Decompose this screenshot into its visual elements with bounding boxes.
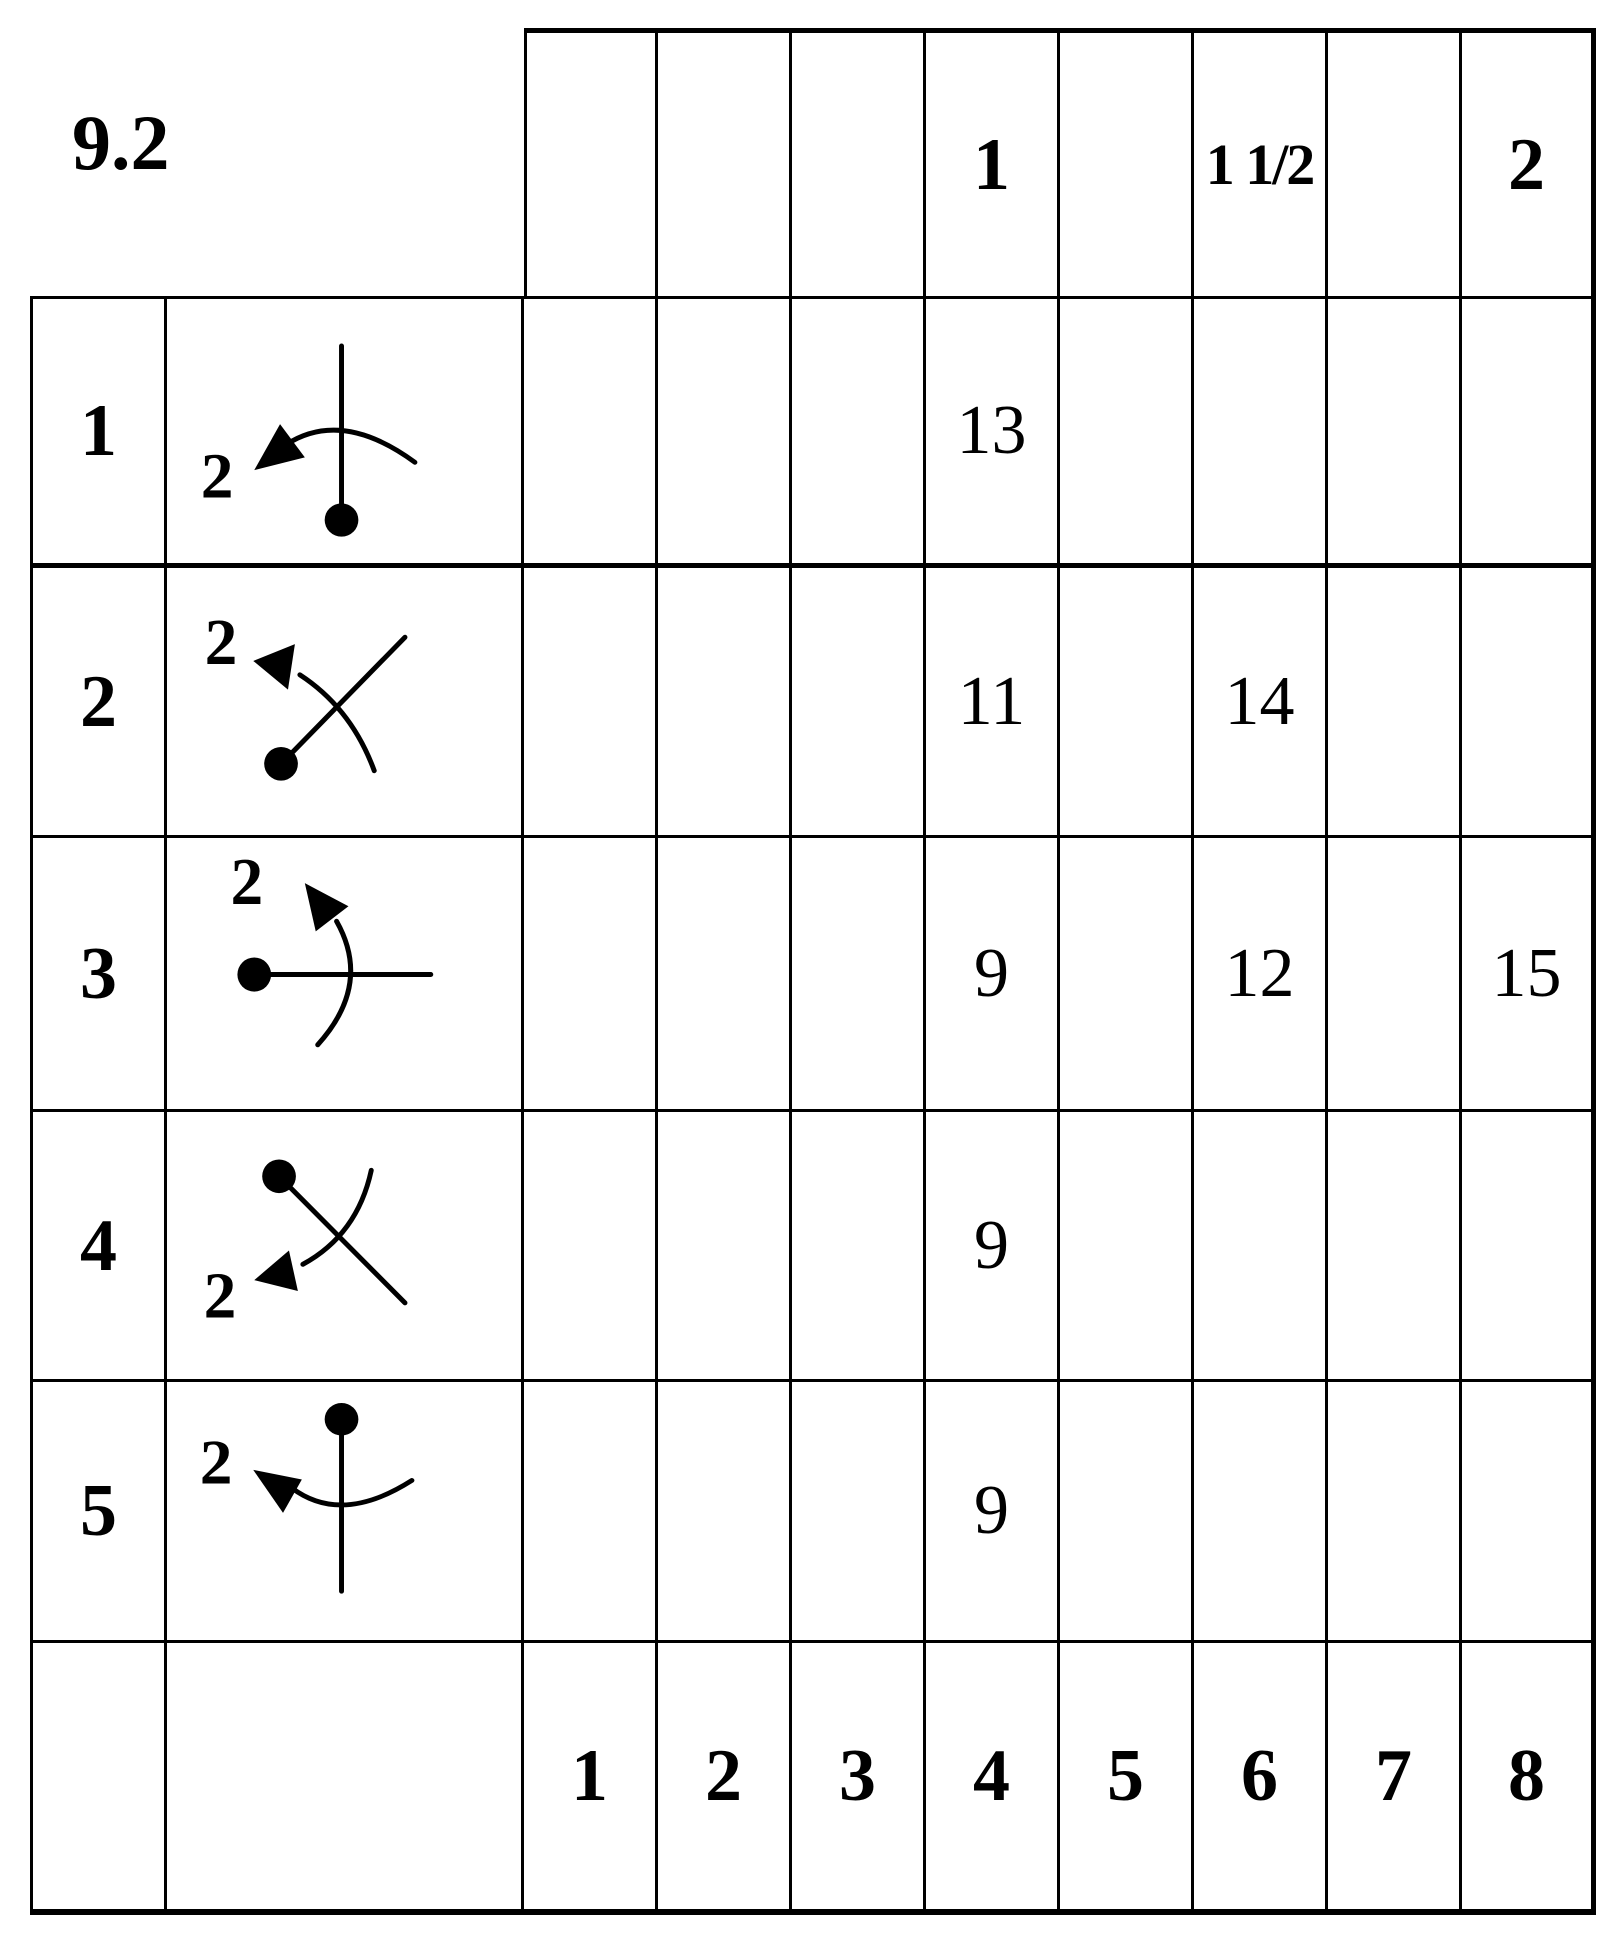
table-cell xyxy=(1328,1382,1462,1643)
lever-pivot-upper-left-arc-arrow-lower-left-icon xyxy=(167,1112,521,1379)
footer-col-label-3: 3 xyxy=(792,1643,926,1915)
table-cell xyxy=(658,296,792,568)
score-cell: 12 xyxy=(1194,838,1328,1112)
lever-pivot-bottom-arc-arrow-left-icon xyxy=(167,299,521,563)
footer-col-label-2: 2 xyxy=(658,1643,792,1915)
rotation-arc xyxy=(286,430,415,462)
table-cell xyxy=(792,568,926,838)
row-number: 2 xyxy=(30,568,167,838)
lever-line xyxy=(279,1176,405,1303)
header-cell-col2 xyxy=(658,28,792,296)
figure-number: 9.2 xyxy=(72,99,170,186)
row-number: 4 xyxy=(30,1112,167,1382)
table-cell xyxy=(1462,1112,1596,1382)
table-cell xyxy=(1462,568,1596,838)
score-cell: 14 xyxy=(1194,568,1328,838)
arrow-head-icon xyxy=(253,1470,302,1513)
table-cell xyxy=(1060,1382,1194,1643)
table-cell xyxy=(1328,296,1462,568)
header-cell-col8: 2 xyxy=(1462,28,1596,296)
arrow-head-icon xyxy=(305,883,349,931)
rotation-arc xyxy=(300,675,374,771)
table-cell xyxy=(658,838,792,1112)
header-cell-col5 xyxy=(1060,28,1194,296)
lever-pivot-left-arc-arrow-up-icon xyxy=(167,838,521,1109)
header-cell-col7 xyxy=(1328,28,1462,296)
row-number: 5 xyxy=(30,1382,167,1643)
score-cell: 11 xyxy=(926,568,1060,838)
table-cell xyxy=(524,568,658,838)
rotation-count-label: 2 xyxy=(200,440,234,513)
footer-col-label-5: 5 xyxy=(1060,1643,1194,1915)
rotation-count-label: 2 xyxy=(230,845,264,920)
table-cell xyxy=(1462,296,1596,568)
table-cell xyxy=(1328,568,1462,838)
row-number: 1 xyxy=(30,296,167,568)
diagram-row-2 xyxy=(167,568,524,838)
score-table xyxy=(30,28,1596,1915)
table-cell xyxy=(1328,1112,1462,1382)
table-cell xyxy=(1194,1382,1328,1643)
table-cell xyxy=(524,838,658,1112)
rotation-arc xyxy=(303,1170,371,1264)
table-cell xyxy=(1060,838,1194,1112)
diagram-row-3 xyxy=(167,838,524,1112)
footer-spacer-rownum xyxy=(30,1643,167,1915)
table-cell xyxy=(1194,296,1328,568)
header-spacer-diagram xyxy=(167,28,524,296)
table-cell xyxy=(792,1382,926,1643)
rotation-count-label: 2 xyxy=(199,1427,233,1498)
table-cell xyxy=(792,1112,926,1382)
diagram-row-5 xyxy=(167,1382,524,1643)
rotation-arc xyxy=(318,921,351,1044)
table-cell xyxy=(1060,568,1194,838)
table-cell xyxy=(524,296,658,568)
score-cell: 9 xyxy=(926,1112,1060,1382)
score-cell: 9 xyxy=(926,1382,1060,1643)
footer-col-label-8: 8 xyxy=(1462,1643,1596,1915)
header-cell-col6: 1 1/2 xyxy=(1194,28,1328,296)
arrow-head-icon xyxy=(254,424,305,470)
rotation-arc xyxy=(292,1480,412,1505)
table-cell xyxy=(658,1382,792,1643)
table-cell xyxy=(658,1112,792,1382)
arrow-head-icon xyxy=(253,644,295,689)
pivot-dot-icon xyxy=(325,503,359,536)
table-cell xyxy=(1060,1112,1194,1382)
row-number: 3 xyxy=(30,838,167,1112)
header-cell-col4: 1 xyxy=(926,28,1060,296)
table-cell xyxy=(658,568,792,838)
table-cell xyxy=(1328,838,1462,1112)
arrow-head-icon xyxy=(254,1250,298,1291)
footer-col-label-7: 7 xyxy=(1328,1643,1462,1915)
table-cell xyxy=(1194,1112,1328,1382)
table-cell xyxy=(792,296,926,568)
score-cell: 13 xyxy=(926,296,1060,568)
diagram-row-1 xyxy=(167,296,524,568)
lever-pivot-top-arc-arrow-left-icon xyxy=(167,1382,521,1640)
score-cell: 9 xyxy=(926,838,1060,1112)
table-cell xyxy=(524,1112,658,1382)
footer-col-label-1: 1 xyxy=(524,1643,658,1915)
diagram-row-4 xyxy=(167,1112,524,1382)
lever-pivot-lower-left-arc-arrow-upper-left-icon xyxy=(167,568,521,835)
header-spacer-rownum xyxy=(30,28,167,296)
footer-spacer-diagram xyxy=(167,1643,524,1915)
table-cell xyxy=(524,1382,658,1643)
rotation-count-label: 2 xyxy=(203,1260,237,1333)
footer-col-label-6: 6 xyxy=(1194,1643,1328,1915)
lever-line xyxy=(288,637,405,757)
table-cell xyxy=(1462,1382,1596,1643)
rotation-count-label: 2 xyxy=(204,607,238,679)
header-cell-col3 xyxy=(792,28,926,296)
table-cell xyxy=(1060,296,1194,568)
header-cell-col1 xyxy=(524,28,658,296)
score-cell: 15 xyxy=(1462,838,1596,1112)
footer-col-label-4: 4 xyxy=(926,1643,1060,1915)
table-cell xyxy=(792,838,926,1112)
